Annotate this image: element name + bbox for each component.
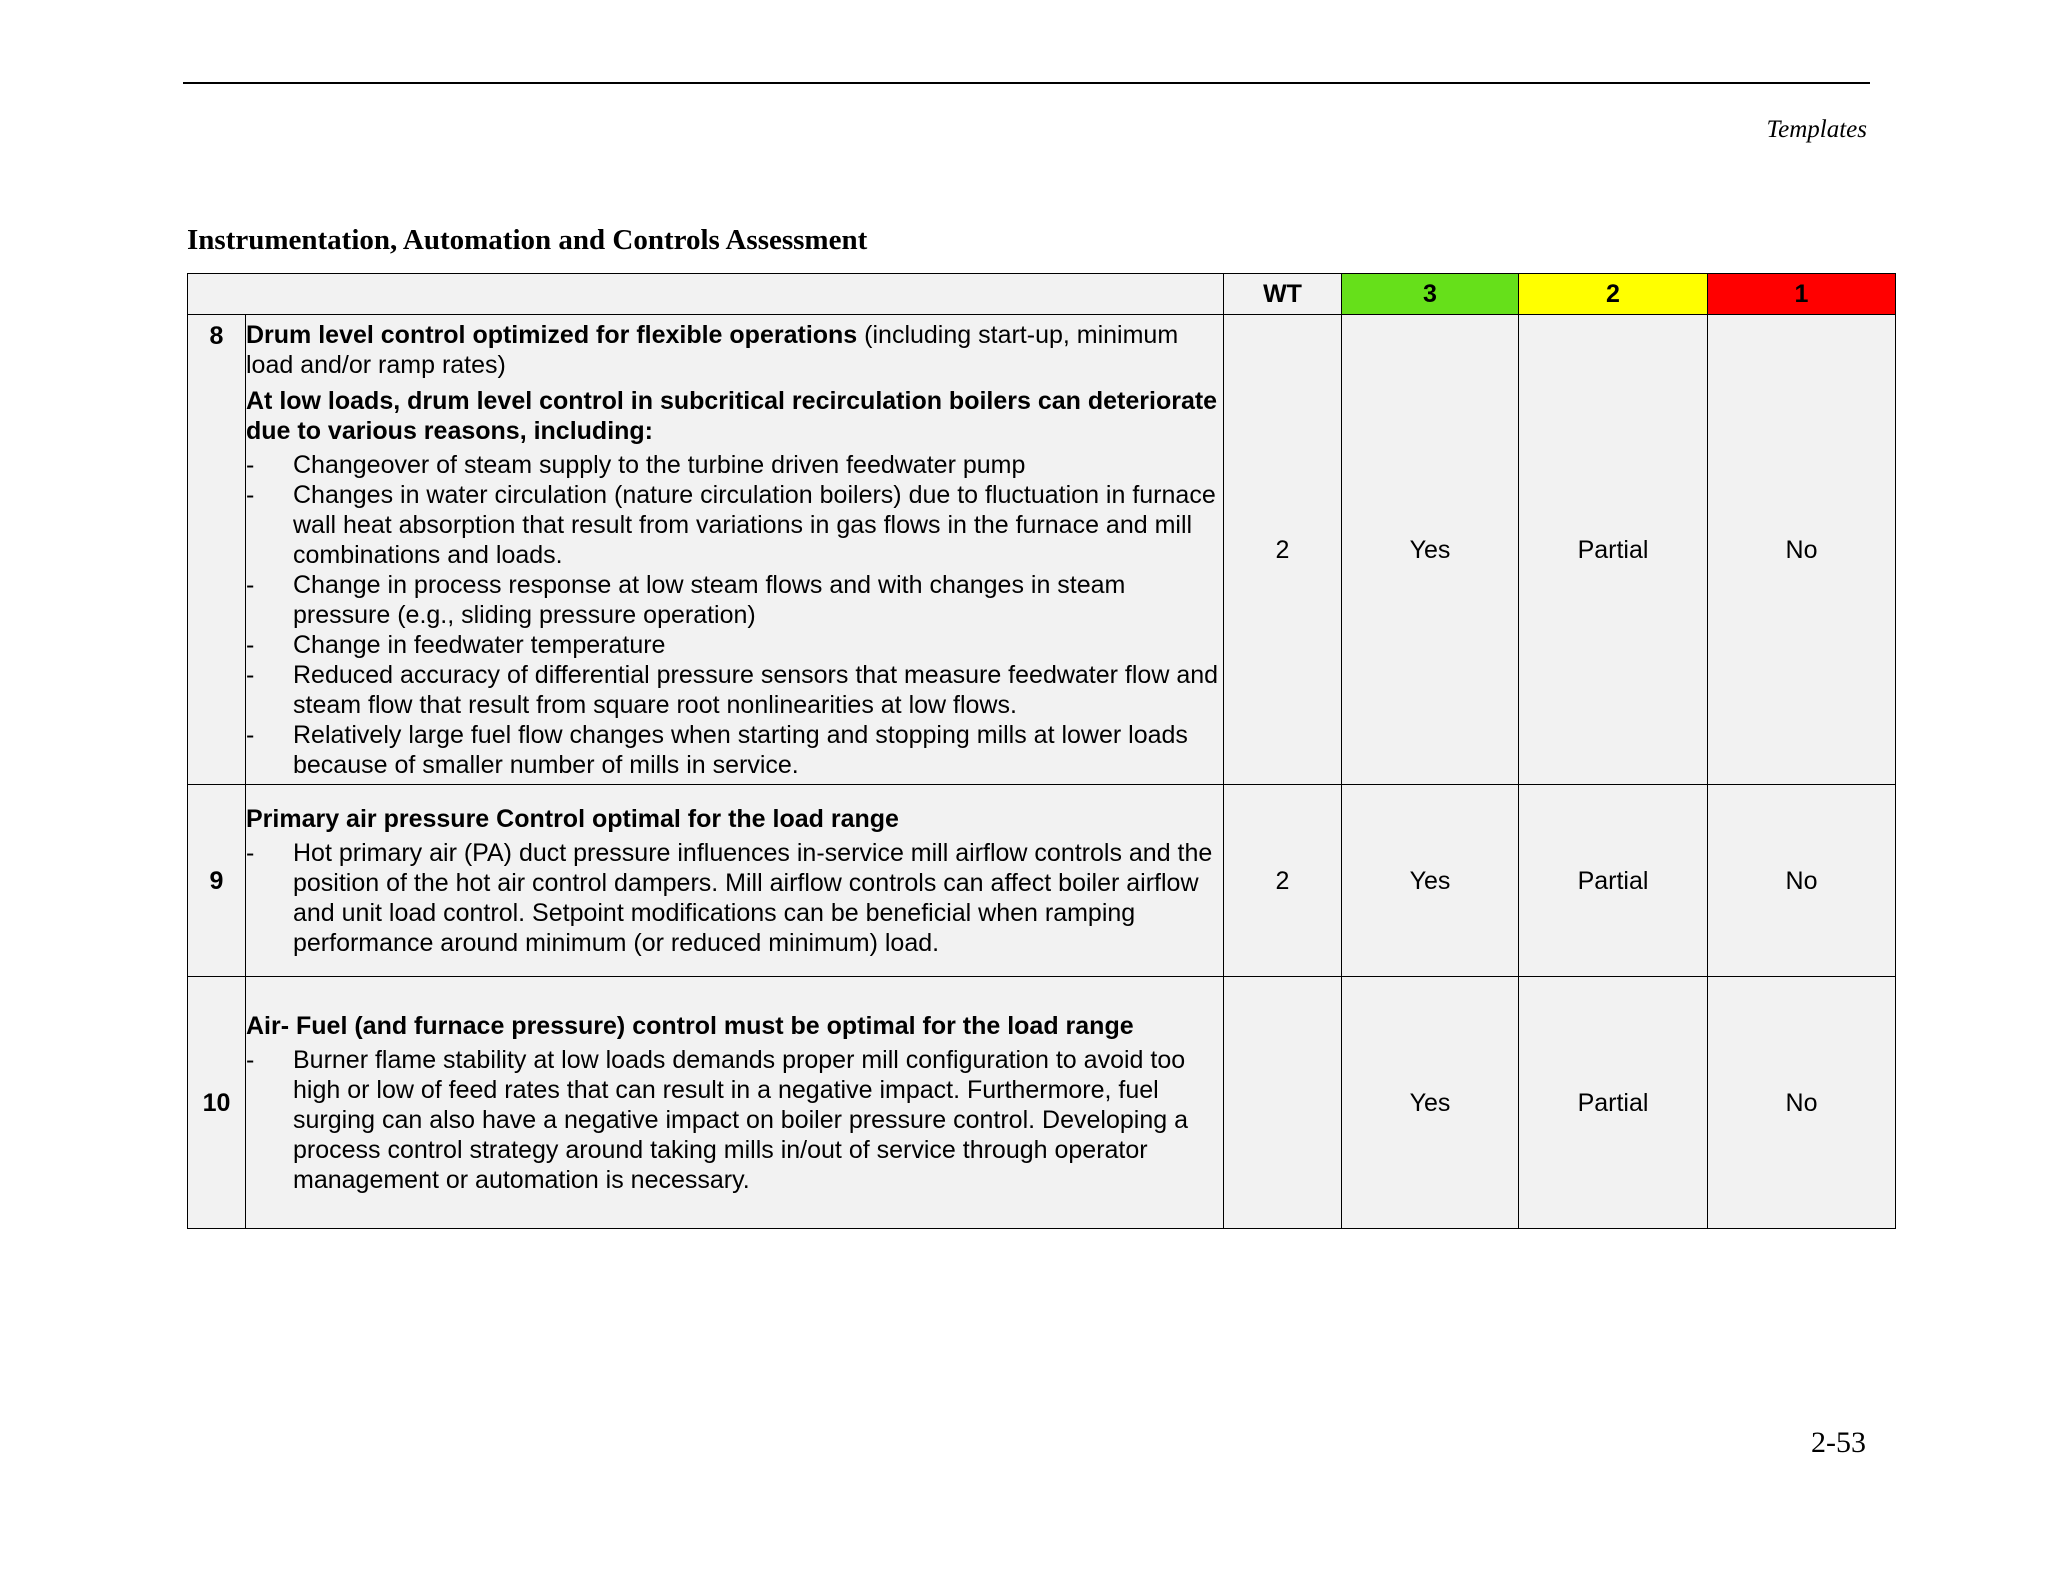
dash-marker: - (246, 660, 255, 689)
list-item (246, 570, 1223, 630)
row-score-3: Yes (1342, 315, 1519, 785)
header-score-2: 2 (1519, 274, 1708, 315)
bullet-list (246, 1045, 1223, 1195)
row-wt: 2 (1224, 315, 1342, 785)
dash-marker: - (246, 838, 255, 867)
dash-marker: - (246, 720, 255, 749)
row-description (246, 977, 1224, 1229)
list-item (246, 450, 1223, 480)
list-item-text: Relatively large fuel flow changes when starting and stopping mills at lower loads because of smaller number of mills in service. (293, 720, 1188, 779)
row-score-3: Yes (1342, 977, 1519, 1229)
header-blank-cell (188, 274, 1224, 315)
header-rule (183, 82, 1870, 84)
section-title: Instrumentation, Automation and Controls Assessment (187, 224, 868, 256)
row-description (246, 785, 1224, 977)
list-item-text: Change in process response at low steam flows and with changes in steam pressure (e.g., sliding pressure operation) (293, 570, 1126, 629)
list-item (246, 1045, 1223, 1195)
row-wt: 2 (1224, 785, 1342, 977)
header-score-1: 1 (1708, 274, 1896, 315)
list-item-text: Change in feedwater temperature (293, 630, 666, 659)
table-row (188, 315, 1896, 785)
row-wt (1224, 977, 1342, 1229)
list-item (246, 630, 1223, 660)
row-number: 9 (188, 785, 246, 977)
dash-marker: - (246, 1045, 255, 1074)
row-title-bold: Air- Fuel (and furnace pressure) control must be optimal for the load range (246, 1011, 1134, 1040)
row-number: 8 (188, 315, 246, 785)
table-row (188, 785, 1896, 977)
row-title (246, 320, 1223, 380)
running-head: Templates (1766, 116, 1867, 143)
dash-marker: - (246, 630, 255, 659)
row-score-1: No (1708, 315, 1896, 785)
bullet-list (246, 838, 1223, 958)
row-score-1: No (1708, 977, 1896, 1229)
list-item (246, 660, 1223, 720)
row-title-bold: Drum level control optimized for flexible operations (246, 320, 858, 349)
dash-marker: - (246, 570, 255, 599)
row-score-1: No (1708, 785, 1896, 977)
row-score-2: Partial (1519, 315, 1708, 785)
list-item-text: Hot primary air (PA) duct pressure influences in-service mill airflow controls and the position of the hot air control dampers. Mill airflow controls can affect boiler airflow and unit load control. Setpoint modifications can be beneficial when ramping performance around minimum (or reduced minimum) load. (293, 838, 1213, 957)
table-row (188, 977, 1896, 1229)
row-description (246, 315, 1224, 785)
page-number: 2-53 (1811, 1426, 1866, 1459)
list-item (246, 838, 1223, 958)
dash-marker: - (246, 480, 255, 509)
row-score-2: Partial (1519, 785, 1708, 977)
assessment-table (187, 273, 1896, 1229)
row-number: 10 (188, 977, 246, 1229)
list-item-text: Reduced accuracy of differential pressure sensors that measure feedwater flow and steam flow that result from square root nonlinearities at low flows. (293, 660, 1219, 719)
row-title (246, 804, 1223, 834)
row-title-rest: (including start-up, minimum load and/or ramp rates) (246, 320, 1179, 379)
row-subheading: At low loads, drum level control in subcritical recirculation boilers can deteriorate due to various reasons, including: (246, 386, 1218, 445)
list-item (246, 720, 1223, 780)
list-item-text: Burner flame stability at low loads demands proper mill configuration to avoid too high or low of feed rates that can result in a negative impact. Furthermore, fuel surging can also have a negative impact on boiler pressure control. Developing a process control strategy around taking mills in/out of service through operator management or automation is necessary. (293, 1045, 1188, 1194)
row-score-2: Partial (1519, 977, 1708, 1229)
header-row (188, 274, 1896, 315)
list-item (246, 480, 1223, 570)
header-wt: WT (1224, 274, 1342, 315)
list-item-text: Changeover of steam supply to the turbine driven feedwater pump (293, 450, 1026, 479)
row-title (246, 1011, 1223, 1041)
row-score-3: Yes (1342, 785, 1519, 977)
row-title-bold: Primary air pressure Control optimal for the load range (246, 804, 899, 833)
list-item-text: Changes in water circulation (nature circulation boilers) due to fluctuation in furnace wall heat absorption that result from variations in gas flows in the furnace and mill combinations and loads. (293, 480, 1216, 569)
header-score-3: 3 (1342, 274, 1519, 315)
bullet-list (246, 450, 1223, 780)
dash-marker: - (246, 450, 255, 479)
